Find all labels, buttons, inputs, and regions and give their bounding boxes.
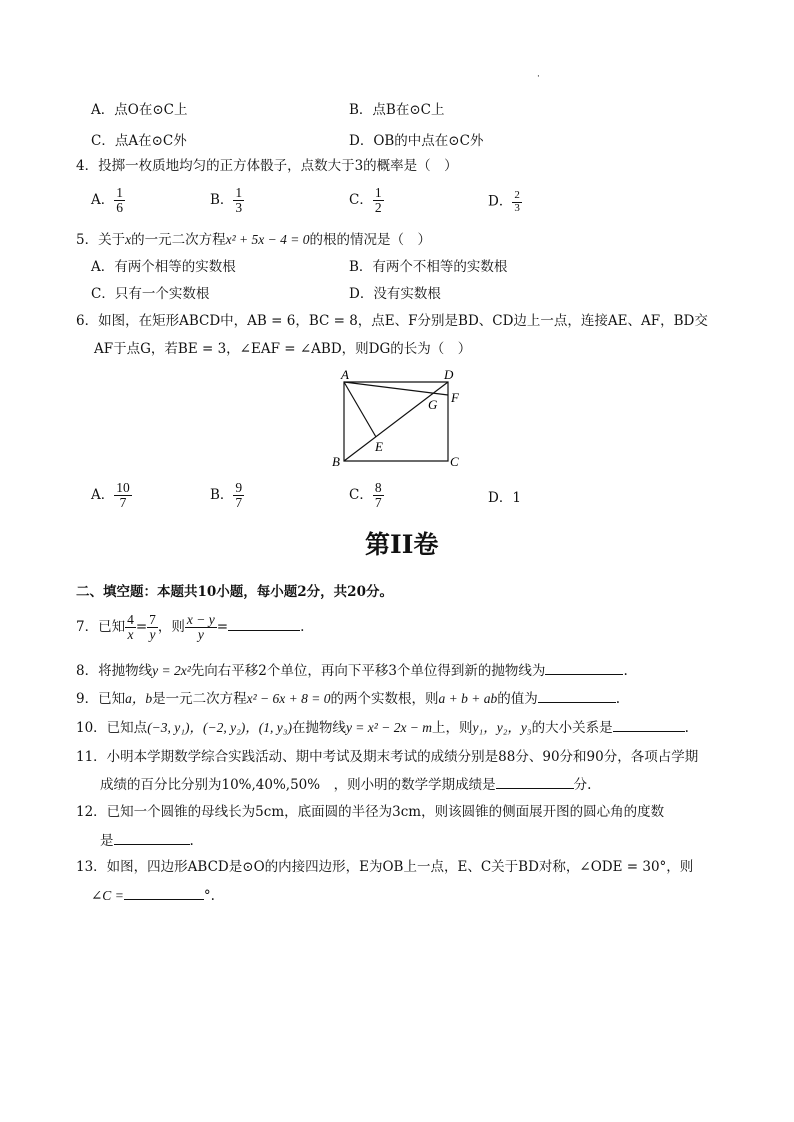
diagonal-bd [344, 382, 448, 461]
q6-option-b[interactable] [210, 481, 244, 510]
q4-option-a[interactable] [91, 186, 125, 215]
q4-c-num: 1 [374, 185, 382, 200]
q10 [76, 719, 689, 736]
q4-a-num: 1 [116, 185, 123, 200]
q7-f2-den: y [149, 627, 156, 643]
q4-c-fraction [373, 186, 384, 215]
q7-fraction-1 [125, 613, 136, 642]
fig-label-c: C [450, 454, 459, 469]
q4-a-den: 6 [116, 200, 123, 216]
q13-line1: 13．如图，四边形ABCD是⊙O的内接四边形，E为OB上一点，E、C关于BD对称，∠ODE = 30°，则 [76, 859, 694, 875]
q7-f1-den: x [127, 627, 134, 643]
q6-stem-line2: AF于点G，若BE = 3，∠EAF = ∠ABD，则DG的长为（ ） [94, 341, 472, 357]
q7-f2-num: 7 [149, 612, 156, 627]
q5-var-x: x [125, 232, 132, 247]
q8 [76, 662, 628, 679]
q9-expression: a + b + ab [438, 691, 498, 706]
q4-stem: 4．投掷一枚质地均匀的正方体骰子，点数大于3的概率是（ ） [76, 158, 458, 174]
page-mark: · [537, 72, 540, 82]
q6-c-num: 8 [374, 480, 382, 495]
q6-c-fraction [373, 481, 384, 510]
q7-answer-blank[interactable] [228, 618, 300, 631]
q6-b-den: 7 [235, 495, 243, 511]
q4-d-label: D． [488, 193, 513, 210]
q6-a-den: 7 [119, 495, 127, 511]
q12-answer-blank[interactable] [114, 832, 190, 845]
q13-answer-blank[interactable] [124, 887, 204, 900]
q6-option-a[interactable] [91, 481, 132, 510]
q9-end: . [615, 691, 620, 707]
q4-d-den: 3 [514, 201, 520, 214]
q5-equation: x² + 5x − 4 = 0 [225, 232, 310, 247]
q11-line2 [100, 776, 591, 793]
q6-a-num: 10 [116, 480, 130, 495]
q6-c-den: 7 [374, 495, 382, 511]
section-title: 第II卷 [365, 530, 439, 559]
q9-a: 9．已知 [76, 691, 126, 707]
q10-a: 10．已知点 [76, 720, 148, 736]
q3-option-d[interactable]: D．OB的中点在⊙C外 [349, 133, 484, 149]
fig-label-g: G [428, 397, 438, 412]
q7-f3-den: y [197, 627, 204, 643]
q10-ys: y₁，y₂，y₃ [472, 720, 532, 735]
q12-line1: 12．已知一个圆锥的母线长为5cm，底面圆的半径为3cm，则该圆锥的侧面展开图的圆心角的度数 [76, 804, 665, 820]
q5-stem-a: 5．关于 [76, 232, 126, 248]
section-heading: 二、填空题：本题共10小题，每小题2分，共20分。 [76, 584, 393, 600]
q11-line1: 11．小明本学期数学综合实践活动、期中考试及期末考试的成绩分别是88分、90分和90分，各项占学期 [76, 749, 699, 765]
q13-line2a: ∠C = [91, 888, 124, 903]
q3-option-a[interactable]: A．点O在⊙C上 [91, 102, 188, 118]
q7-f1-num: 4 [127, 612, 134, 627]
q6-b-label: B． [210, 487, 234, 504]
q9-vars: a，b [125, 691, 153, 706]
q7-fraction-3 [185, 613, 217, 642]
q10-points: (−3, y₁)，(−2, y₂)，(1, y₃) [147, 720, 292, 735]
q4-option-b[interactable] [210, 186, 244, 215]
q6-a-fraction [114, 481, 132, 510]
q8-equation: y = 2x² [152, 663, 191, 678]
q9-d: 的值为 [497, 691, 538, 707]
q6-b-fraction [233, 481, 244, 510]
q5-option-c[interactable]: C．只有一个实数根 [91, 286, 210, 302]
q4-d-fraction [512, 190, 522, 214]
q6-stem-line1: 6．如图，在矩形ABCD中，AB = 6，BC = 8，点E、F分别是BD、CD边上一点，连接AE、AF，BD交 [76, 313, 708, 329]
segment-af [344, 382, 448, 395]
q10-d: 的大小关系是 [531, 720, 613, 736]
q10-b: 在抛物线 [291, 720, 346, 736]
q4-option-c[interactable] [349, 186, 384, 215]
q7 [76, 613, 304, 642]
fig-label-d: D [444, 367, 454, 382]
q10-equation: y = x² − 2x − m [345, 720, 433, 735]
q7-a: 7．已知 [76, 619, 126, 636]
q12-line2a: 是 [100, 833, 114, 849]
q7-f3-num: x − y [186, 612, 215, 627]
q3-option-b[interactable]: B．点B在⊙C上 [349, 102, 445, 118]
q4-c-label: C． [349, 192, 373, 209]
q9-c: 的两个实数根，则 [330, 691, 439, 707]
q4-b-den: 3 [235, 200, 243, 216]
q6-rectangle-figure [330, 364, 470, 472]
q4-b-fraction [233, 186, 244, 215]
fig-label-f: F [451, 390, 459, 405]
q5-stem [76, 232, 431, 248]
q5-stem-b: 的一元二次方程 [131, 232, 226, 248]
q6-b-num: 9 [235, 480, 243, 495]
q10-c: 上，则 [432, 720, 473, 736]
q4-b-num: 1 [235, 185, 243, 200]
q7-c: = [216, 619, 229, 636]
segment-ae [344, 382, 376, 437]
q5-option-d[interactable]: D．没有实数根 [349, 286, 441, 302]
fig-label-a: A [341, 367, 349, 382]
q8-answer-blank[interactable] [545, 662, 623, 675]
q11-line2a: 成绩的百分比分别为10%,40%,50% ，则小明的数学学期成绩是 [100, 777, 496, 793]
q8-end: . [623, 663, 628, 679]
q4-b-label: B． [210, 192, 234, 209]
q10-answer-blank[interactable] [613, 719, 685, 732]
q6-a-label: A． [91, 487, 115, 504]
q11-answer-blank[interactable] [496, 776, 574, 789]
q4-option-d[interactable] [488, 190, 522, 214]
q9 [76, 690, 620, 707]
q8-b: 先向右平移2个单位，再向下平移3个单位得到新的抛物线为 [190, 663, 546, 679]
q9-answer-blank[interactable] [538, 690, 616, 703]
q6-option-d[interactable]: D．1 [488, 490, 521, 506]
q7-eq: = [135, 619, 148, 636]
q4-c-den: 2 [374, 200, 382, 216]
q8-a: 8．将抛物线 [76, 663, 153, 679]
q6-option-c[interactable] [349, 481, 384, 510]
q5-option-b[interactable]: B．有两个不相等的实数根 [349, 259, 508, 275]
q7-b: ，则 [157, 619, 185, 636]
q3-option-c[interactable]: C．点A在⊙C外 [91, 133, 187, 149]
q11-line2b: 分. [573, 777, 592, 793]
q4-a-label: A． [91, 192, 115, 209]
q9-equation: x² − 6x + 8 = 0 [246, 691, 331, 706]
q4-d-num: 2 [514, 189, 520, 201]
q12-line2 [100, 832, 194, 849]
q7-fraction-2 [147, 613, 158, 642]
q9-b: 是一元二次方程 [152, 691, 247, 707]
fig-label-b: B [332, 454, 340, 469]
q13-line2 [91, 887, 215, 904]
q5-stem-c: 的根的情况是（ ） [309, 232, 431, 248]
q4-a-fraction [114, 186, 125, 215]
fig-label-e: E [375, 439, 383, 454]
q12-end: . [189, 833, 194, 849]
q6-c-label: C． [349, 487, 373, 504]
q13-end: °. [203, 888, 215, 904]
q7-end: . [300, 619, 305, 636]
q10-end: . [684, 720, 689, 736]
q5-option-a[interactable]: A．有两个相等的实数根 [91, 259, 236, 275]
